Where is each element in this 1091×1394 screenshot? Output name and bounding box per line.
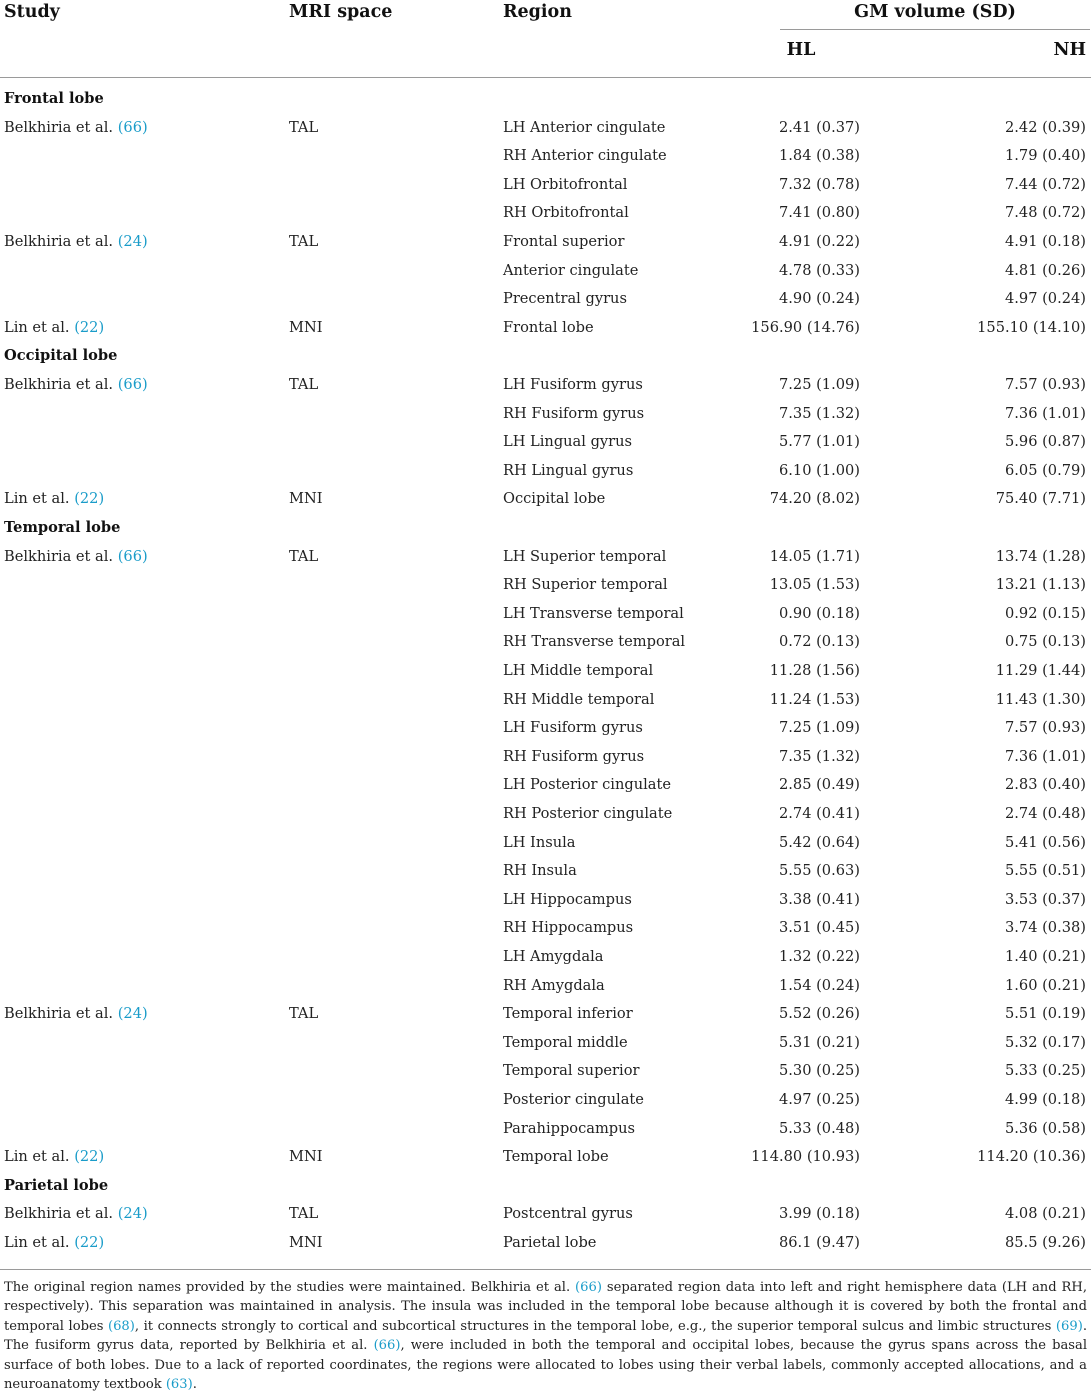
region-cell: RH Orbitofrontal: [503, 204, 629, 222]
nh-value-cell: 4.81 (0.26): [1004, 261, 1086, 279]
region-cell: Posterior cingulate: [503, 1091, 644, 1108]
table-footnote: [4, 1278, 1087, 1394]
region-cell: Postcentral gyrus: [503, 1205, 633, 1223]
study-name: Belkhiria et al.: [4, 233, 114, 250]
region-cell: LH Posterior cingulate: [503, 776, 671, 794]
study-name: Belkhiria et al.: [4, 376, 114, 393]
table-row: [0, 459, 1091, 488]
hl-value-cell: 1.84 (0.38): [778, 147, 860, 165]
hl-value-cell: 86.1 (9.47): [778, 1234, 860, 1251]
footnote-citation-link[interactable]: (66): [373, 1338, 401, 1354]
hl-value-cell: 3.99 (0.18): [778, 1205, 860, 1223]
hl-value-cell: 5.52 (0.26): [778, 1005, 860, 1023]
table-row: [0, 287, 1091, 316]
study-cell: [4, 376, 148, 393]
region-cell: RH Hippocampus: [503, 919, 634, 937]
table-row: [0, 659, 1091, 688]
table-row: [0, 1002, 1091, 1031]
nh-value-cell: 11.29 (1.44): [995, 662, 1086, 679]
citation-link[interactable]: (66): [117, 118, 148, 136]
study-name: Lin et al.: [4, 1234, 70, 1251]
citation-link[interactable]: (66): [117, 376, 148, 393]
hl-value-cell: 5.31 (0.21): [778, 1033, 860, 1051]
region-cell: LH Middle temporal: [503, 662, 654, 679]
hl-value-cell: 5.30 (0.25): [778, 1062, 860, 1080]
table-row: [0, 373, 1091, 402]
hl-value-cell: 2.85 (0.49): [778, 776, 860, 794]
citation-link[interactable]: (22): [74, 1148, 105, 1166]
nh-value-cell: 13.21 (1.13): [995, 576, 1086, 594]
nh-value-cell: 7.57 (0.93): [1004, 719, 1086, 737]
mri-space-cell: MNI: [289, 1148, 323, 1166]
region-cell: LH Hippocampus: [503, 890, 632, 908]
footnote-citation-link[interactable]: (63): [165, 1377, 193, 1393]
section-row: [0, 344, 1091, 373]
hl-value-cell: 114.80 (10.93): [751, 1148, 860, 1166]
table-row: [0, 1088, 1091, 1117]
nh-value-cell: 4.08 (0.21): [1004, 1205, 1086, 1223]
nh-value-cell: 1.40 (0.21): [1004, 948, 1086, 965]
nh-value-cell: 4.99 (0.18): [1004, 1091, 1086, 1108]
hl-value-cell: 7.41 (0.80): [778, 204, 860, 222]
header-mri-space: MRI space: [289, 2, 393, 22]
table-bottom-rule: [0, 1269, 1091, 1270]
nh-value-cell: 0.75 (0.13): [1004, 633, 1086, 651]
section-label: Occipital lobe: [4, 347, 118, 365]
table-row: [0, 974, 1091, 1003]
table-row: [0, 1145, 1091, 1174]
citation-link[interactable]: (22): [74, 1234, 105, 1251]
region-cell: Parietal lobe: [503, 1234, 597, 1251]
section-row: [0, 87, 1091, 116]
header-hl: HL: [786, 40, 816, 60]
region-cell: LH Lingual gyrus: [503, 433, 633, 451]
region-cell: Temporal inferior: [503, 1005, 633, 1023]
mri-space-cell: MNI: [289, 318, 323, 336]
nh-value-cell: 5.96 (0.87): [1004, 433, 1086, 451]
study-cell: [4, 490, 104, 507]
nh-value-cell: 7.48 (0.72): [1004, 204, 1086, 222]
region-cell: RH Superior temporal: [503, 576, 668, 594]
footnote-text: The original region names provided by the studies were maintained. Belkhiria et al.: [4, 1280, 576, 1295]
nh-value-cell: 4.91 (0.18): [1004, 233, 1086, 250]
hl-value-cell: 4.90 (0.24): [778, 290, 860, 308]
study-name: Belkhiria et al.: [4, 547, 114, 565]
hl-value-cell: 156.90 (14.76): [751, 318, 860, 336]
hl-value-cell: 3.51 (0.45): [778, 919, 860, 937]
region-cell: Frontal superior: [503, 233, 625, 250]
citation-link[interactable]: (66): [117, 547, 148, 565]
nh-value-cell: 3.53 (0.37): [1004, 890, 1086, 908]
hl-value-cell: 2.74 (0.41): [778, 805, 860, 822]
region-cell: Temporal middle: [503, 1033, 628, 1051]
region-cell: Temporal lobe: [503, 1148, 609, 1166]
nh-value-cell: 5.41 (0.56): [1004, 833, 1086, 851]
study-name: Lin et al.: [4, 490, 70, 508]
study-name: Lin et al.: [4, 318, 70, 336]
mri-space-cell: TAL: [289, 1205, 319, 1223]
hl-value-cell: 6.10 (1.00): [778, 461, 860, 479]
hl-value-cell: 74.20 (8.02): [769, 490, 860, 508]
table-row: [0, 1202, 1091, 1231]
citation-link[interactable]: (22): [74, 490, 105, 508]
nh-value-cell: 75.40 (7.71): [995, 490, 1086, 508]
study-name: Belkhiria et al.: [4, 118, 114, 136]
region-cell: RH Posterior cingulate: [503, 805, 673, 822]
table-row: [0, 716, 1091, 745]
mri-space-cell: TAL: [289, 118, 319, 136]
table-row: [0, 688, 1091, 717]
header-region: Region: [503, 2, 572, 22]
section-row: [0, 516, 1091, 545]
mri-space-cell: MNI: [289, 490, 323, 508]
study-cell: [4, 1005, 148, 1022]
footnote-citation-link[interactable]: (69): [1055, 1318, 1083, 1334]
hl-value-cell: 5.55 (0.63): [778, 862, 860, 880]
region-cell: RH Middle temporal: [503, 690, 655, 708]
study-cell: [4, 319, 104, 336]
table-row: [0, 859, 1091, 888]
hl-value-cell: 7.35 (1.32): [778, 747, 860, 765]
table-row: [0, 430, 1091, 459]
section-label: Temporal lobe: [4, 519, 121, 536]
hl-value-cell: 13.05 (1.53): [769, 576, 860, 594]
table-row: [0, 916, 1091, 945]
hl-value-cell: 5.77 (1.01): [778, 433, 860, 451]
region-cell: LH Anterior cingulate: [503, 118, 666, 136]
hl-value-cell: 4.78 (0.33): [778, 261, 860, 279]
nh-value-cell: 13.74 (1.28): [995, 547, 1086, 565]
hl-value-cell: 7.32 (0.78): [778, 175, 860, 193]
nh-value-cell: 2.74 (0.48): [1004, 805, 1086, 822]
hl-value-cell: 11.24 (1.53): [769, 690, 860, 708]
region-cell: LH Transverse temporal: [503, 604, 684, 622]
table-row: [0, 487, 1091, 516]
nh-value-cell: 5.32 (0.17): [1004, 1033, 1086, 1051]
region-cell: RH Transverse temporal: [503, 633, 686, 651]
study-cell: [4, 119, 148, 136]
study-name: Belkhiria et al.: [4, 1205, 114, 1223]
header-gm-volume: GM volume (SD): [854, 2, 1016, 22]
region-cell: RH Amygdala: [503, 976, 605, 994]
hl-value-cell: 7.25 (1.09): [778, 719, 860, 737]
region-cell: RH Anterior cingulate: [503, 147, 667, 165]
table-row: [0, 116, 1091, 145]
region-cell: Anterior cingulate: [503, 261, 639, 279]
section-row: [0, 1174, 1091, 1203]
hl-value-cell: 3.38 (0.41): [778, 890, 860, 908]
hl-value-cell: 1.32 (0.22): [778, 948, 860, 965]
table-row: [0, 1231, 1091, 1260]
region-cell: RH Lingual gyrus: [503, 461, 634, 479]
hl-value-cell: 11.28 (1.56): [769, 662, 860, 679]
region-cell: Precentral gyrus: [503, 290, 627, 308]
table-row: [0, 1059, 1091, 1088]
footnote-text: , it connects strongly to cortical and subcortical structures in the temporal lobe, e.g., the superior temporal sulcus and limbic structures: [134, 1318, 1056, 1334]
nh-value-cell: 7.36 (1.01): [1004, 404, 1086, 422]
table-row: [0, 201, 1091, 230]
table-row: [0, 173, 1091, 202]
region-cell: LH Fusiform gyrus: [503, 719, 643, 737]
table-row: [0, 316, 1091, 345]
table-row: [0, 602, 1091, 631]
region-cell: LH Orbitofrontal: [503, 175, 628, 193]
table-row: [0, 773, 1091, 802]
hl-value-cell: 1.54 (0.24): [778, 976, 860, 994]
nh-value-cell: 6.05 (0.79): [1004, 461, 1086, 479]
table-row: [0, 144, 1091, 173]
hl-value-cell: 7.35 (1.32): [778, 404, 860, 422]
table-row: [0, 573, 1091, 602]
region-cell: RH Fusiform gyrus: [503, 404, 645, 422]
hl-value-cell: 5.42 (0.64): [778, 833, 860, 851]
citation-link[interactable]: (22): [74, 318, 105, 336]
nh-value-cell: 7.44 (0.72): [1004, 175, 1086, 193]
header-nh: NH: [1053, 40, 1086, 60]
region-cell: Frontal lobe: [503, 318, 594, 336]
nh-value-cell: 1.60 (0.21): [1004, 976, 1086, 994]
nh-value-cell: 5.36 (0.58): [1004, 1119, 1086, 1137]
study-cell: [4, 1234, 104, 1251]
hl-value-cell: 0.90 (0.18): [778, 604, 860, 622]
nh-value-cell: 0.92 (0.15): [1004, 604, 1086, 622]
nh-value-cell: 85.5 (9.26): [1004, 1234, 1086, 1251]
footnote-citation-link[interactable]: (68): [107, 1318, 135, 1334]
nh-value-cell: 114.20 (10.36): [977, 1148, 1086, 1166]
hl-value-cell: 2.41 (0.37): [778, 118, 860, 136]
table-row: [0, 259, 1091, 288]
citation-link[interactable]: (24): [117, 233, 148, 250]
nh-value-cell: 155.10 (14.10): [977, 318, 1086, 336]
nh-value-cell: 5.33 (0.25): [1004, 1062, 1086, 1080]
hl-value-cell: 5.33 (0.48): [778, 1119, 860, 1137]
header-study: Study: [4, 2, 60, 22]
footnote-text: , were included in both the temporal and occipital lobes, because the gyrus spans across the basal surface of both lobes. Due to a lack of reported coordinates, the regions were allocated to lobes using their verbal labels, commonly accepted allocations, and a neuroanatomy textbook: [4, 1338, 1088, 1393]
footnote-text: .: [192, 1377, 197, 1393]
nh-value-cell: 3.74 (0.38): [1004, 919, 1086, 937]
table-row: [0, 888, 1091, 917]
region-cell: Temporal superior: [503, 1062, 640, 1080]
mri-space-cell: TAL: [289, 547, 319, 565]
study-cell: [4, 233, 148, 250]
table-row: [0, 230, 1091, 259]
table-row: [0, 945, 1091, 974]
region-cell: LH Insula: [503, 833, 576, 851]
nh-value-cell: 7.57 (0.93): [1004, 376, 1086, 393]
hl-value-cell: 4.97 (0.25): [778, 1091, 860, 1108]
table-row: [0, 402, 1091, 431]
footnote-text: . The fusiform gyrus data, reported by Belkhiria et al.: [4, 1318, 1087, 1354]
region-cell: RH Fusiform gyrus: [503, 747, 645, 765]
nh-value-cell: 4.97 (0.24): [1004, 290, 1086, 308]
table-row: [0, 745, 1091, 774]
study-cell: [4, 548, 148, 565]
nh-value-cell: 7.36 (1.01): [1004, 747, 1086, 765]
table-row: [0, 1031, 1091, 1060]
table-row: [0, 545, 1091, 574]
mri-space-cell: TAL: [289, 233, 319, 250]
hl-value-cell: 7.25 (1.09): [778, 376, 860, 393]
header-rule: [0, 77, 1091, 78]
study-name: Belkhiria et al.: [4, 1005, 114, 1023]
mri-space-cell: TAL: [289, 1005, 319, 1023]
region-cell: LH Fusiform gyrus: [503, 376, 643, 393]
mri-space-cell: TAL: [289, 376, 319, 393]
nh-value-cell: 2.83 (0.40): [1004, 776, 1086, 794]
nh-value-cell: 5.51 (0.19): [1004, 1005, 1086, 1023]
region-cell: Occipital lobe: [503, 490, 606, 508]
study-cell: [4, 1148, 104, 1165]
study-cell: [4, 1205, 148, 1222]
section-label: Parietal lobe: [4, 1176, 109, 1194]
table-row: [0, 831, 1091, 860]
section-label: Frontal lobe: [4, 90, 104, 107]
nh-value-cell: 2.42 (0.39): [1004, 118, 1086, 136]
table-row: [0, 630, 1091, 659]
region-cell: Parahippocampus: [503, 1119, 636, 1137]
mri-space-cell: MNI: [289, 1234, 323, 1251]
hl-value-cell: 0.72 (0.13): [778, 633, 860, 651]
table-row: [0, 802, 1091, 831]
region-cell: LH Superior temporal: [503, 547, 667, 565]
header-subrule: [780, 29, 1090, 30]
citation-link[interactable]: (24): [117, 1205, 148, 1223]
region-cell: LH Amygdala: [503, 948, 604, 965]
nh-value-cell: 11.43 (1.30): [995, 690, 1086, 708]
nh-value-cell: 1.79 (0.40): [1004, 147, 1086, 165]
table-row: [0, 1117, 1091, 1146]
citation-link[interactable]: (24): [117, 1005, 148, 1023]
hl-value-cell: 14.05 (1.71): [769, 547, 860, 565]
region-cell: RH Insula: [503, 862, 577, 880]
footnote-citation-link[interactable]: (66): [575, 1280, 602, 1295]
footnote-text: separated region data into left and right hemisphere data (LH and RH, respectively). This separation was maintained in analysis. The insula was included in the temporal lobe because although it is covered by both the frontal and temporal lobes: [4, 1280, 1087, 1334]
nh-value-cell: 5.55 (0.51): [1004, 862, 1086, 880]
hl-value-cell: 4.91 (0.22): [778, 233, 860, 250]
study-name: Lin et al.: [4, 1148, 70, 1166]
